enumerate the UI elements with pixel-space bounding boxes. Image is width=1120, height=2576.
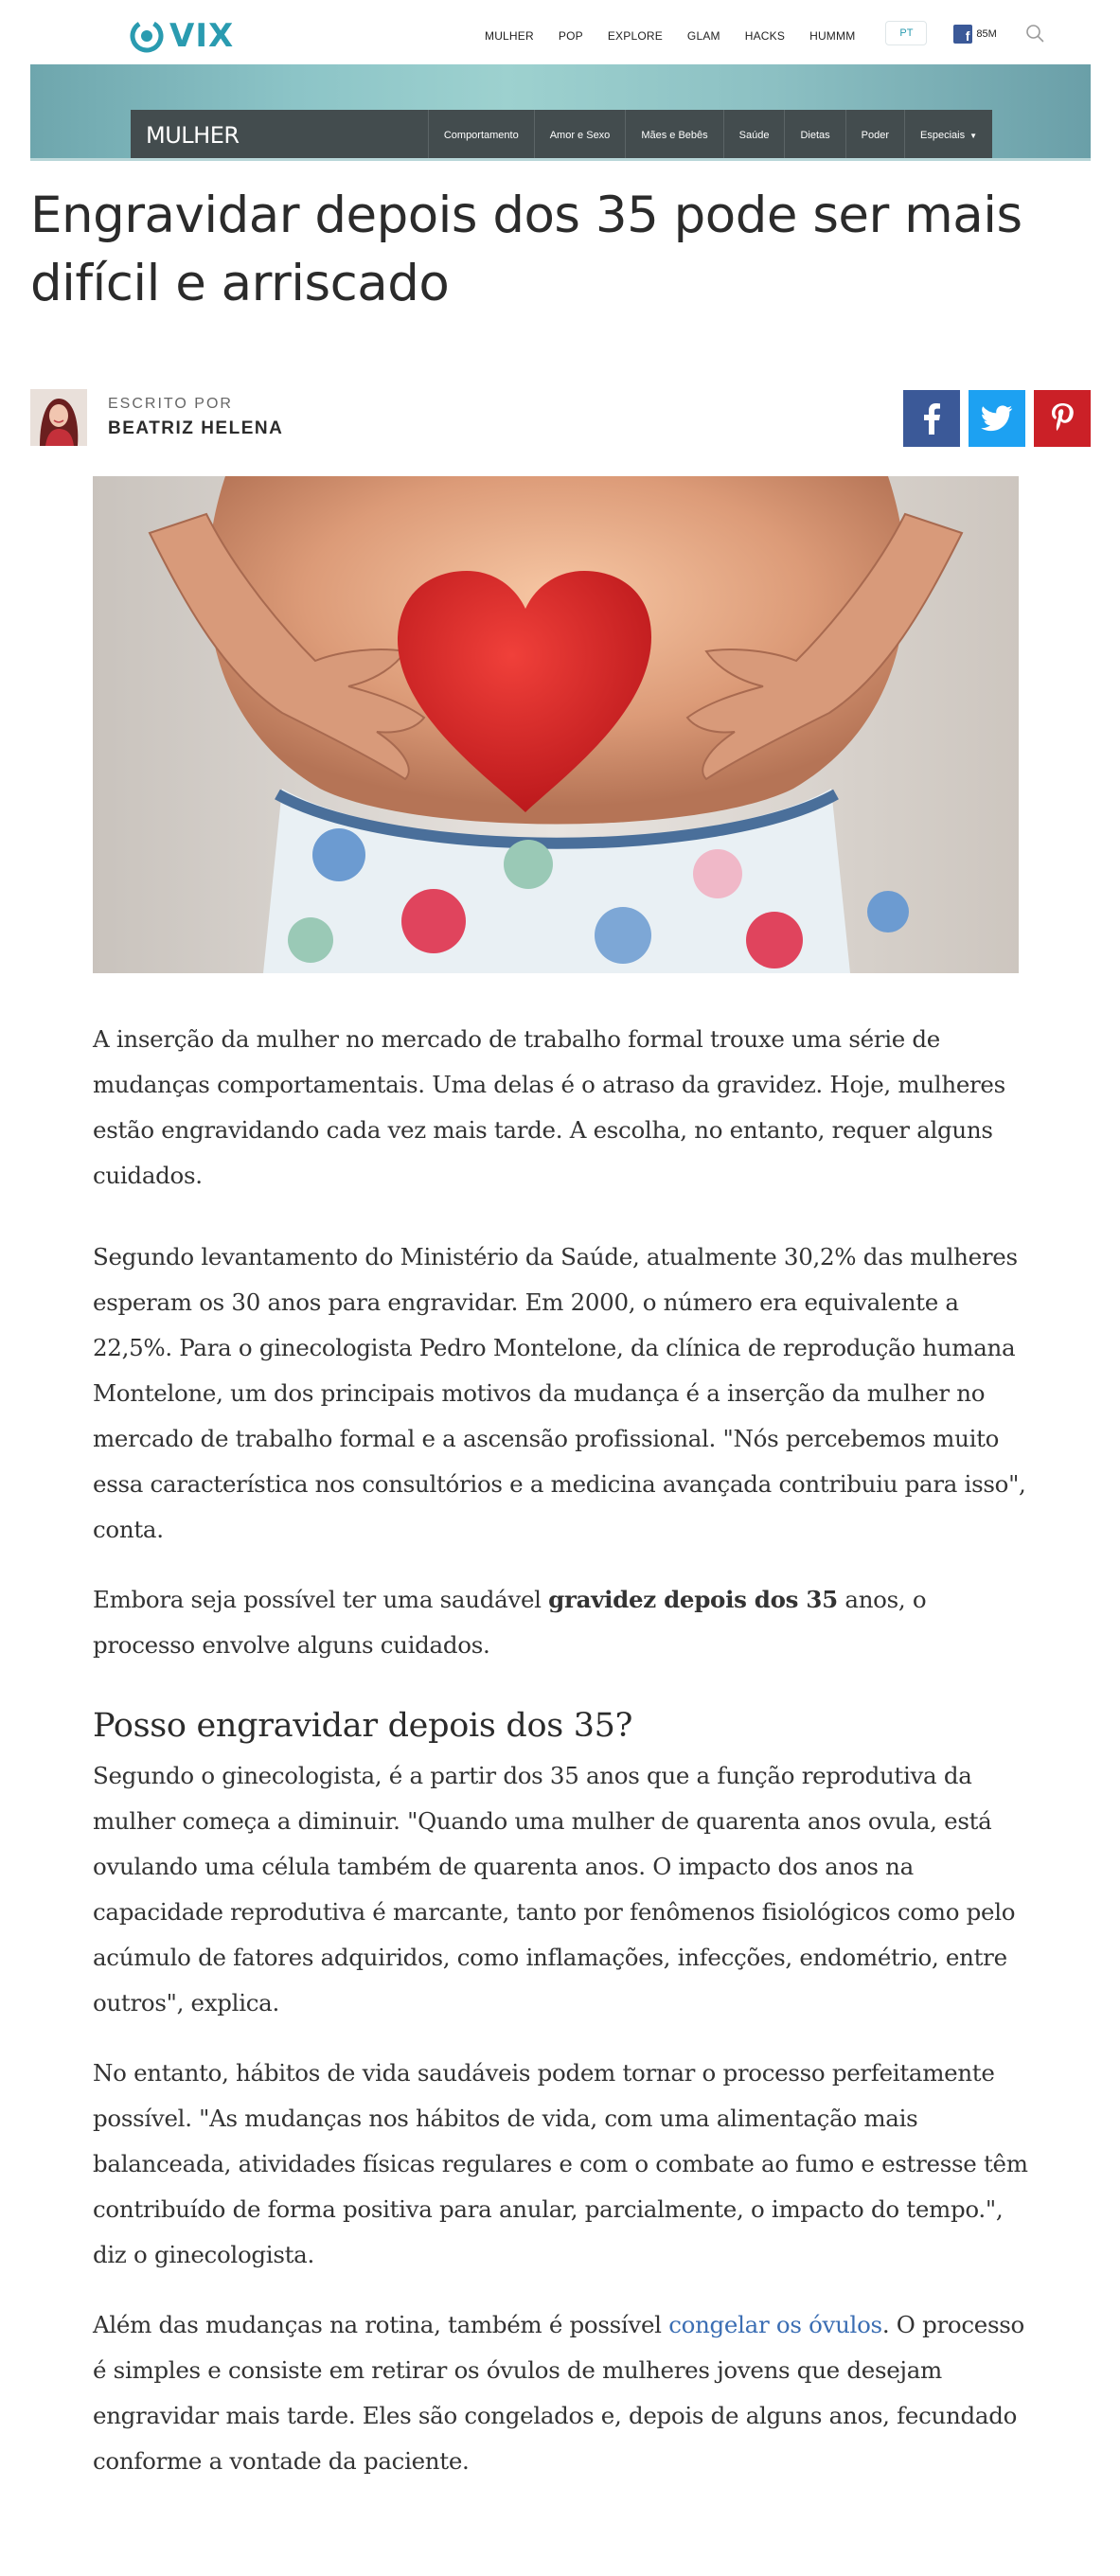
main-nav bbox=[485, 27, 1044, 45]
twitter-icon bbox=[981, 405, 1013, 432]
paragraph-text: . O processo é simples e consiste em retirar os óvulos de mulheres jovens que desejam engravidar mais tarde. Eles são congelados e, depois de alguns anos, fecundado conforme a vontade da paciente. bbox=[93, 2311, 1024, 2475]
subnav-especiais-label: Especiais bbox=[920, 130, 966, 141]
author-photo-icon bbox=[30, 389, 87, 446]
nav-item-explore[interactable]: EXPLORE bbox=[607, 29, 663, 43]
share-facebook-button[interactable] bbox=[903, 390, 960, 447]
facebook-icon: f bbox=[953, 25, 972, 44]
nav-item-glam[interactable]: GLAM bbox=[686, 29, 720, 43]
article-paragraph: No entanto, hábitos de vida saudáveis podem tornar o processo perfeitamente possível. "As mudanças nos hábitos de vida, com uma alimentação mais balanceada, atividades físicas regulares e com o combate ao fumo e estresse têm contribuído de forma positiva para anular, parcialmente, o impacto do tempo.", diz o ginecologista. bbox=[93, 2059, 1028, 2268]
article-paragraph bbox=[93, 2302, 1030, 2484]
hero-image bbox=[93, 476, 1019, 973]
paragraph-text: Embora seja possível ter uma saudável bbox=[93, 1586, 549, 1613]
facebook-count: 85M bbox=[976, 28, 997, 40]
vix-logo[interactable] bbox=[130, 17, 234, 55]
avatar[interactable] bbox=[30, 389, 87, 446]
author-meta bbox=[108, 396, 283, 439]
pinterest-icon bbox=[1050, 402, 1075, 435]
chevron-down-icon: ▼ bbox=[969, 131, 977, 140]
paragraph-text: anos, o processo envolve alguns cuidados. bbox=[93, 1586, 927, 1659]
subnav-item-amor-e-sexo[interactable]: Amor e Sexo bbox=[534, 110, 626, 161]
article-paragraph: Segundo levantamento do Ministério da Saúde, atualmente 30,2% das mulheres esperam os 30 anos para engravidar. Em 2000, o número era equivalente a 22,5%. Para o ginecologista Pedro Montelone, da clínica de reprodução humana Montelone, um dos principais motivos da mudança é a inserção da mulher no mercado de trabalho formal e a ascensão profissional. "Nós percebemos muito essa característica nos consultórios e a medicina avançada contribuiu para isso", conta. bbox=[93, 1243, 1026, 1543]
subnav-item-saude[interactable]: Saúde bbox=[723, 110, 785, 161]
pregnant-belly-heart-image bbox=[93, 476, 1019, 973]
subnav-item-poder[interactable]: Poder bbox=[845, 110, 904, 161]
congelar-ovulos-link[interactable]: congelar os óvulos bbox=[668, 2311, 882, 2338]
author-name[interactable]: BEATRIZ HELENA bbox=[108, 418, 284, 438]
article-body bbox=[93, 1017, 1030, 2520]
section-nav bbox=[131, 110, 992, 161]
paragraph-text: Além das mudanças na rotina, também é possível bbox=[93, 2311, 669, 2338]
share-pinterest-button[interactable] bbox=[1034, 390, 1091, 447]
article-title: Engravidar depois dos 35 pode ser mais difícil e arriscado bbox=[30, 187, 1022, 312]
facebook-follow[interactable] bbox=[953, 25, 996, 44]
nav-item-mulher[interactable]: MULHER bbox=[485, 29, 534, 43]
language-selector[interactable]: PT bbox=[885, 21, 927, 45]
author-caption: ESCRITO POR bbox=[108, 396, 233, 412]
author-block bbox=[30, 389, 283, 446]
nav-item-pop[interactable]: POP bbox=[558, 29, 583, 43]
share-twitter-button[interactable] bbox=[969, 390, 1025, 447]
subnav-item-maes-e-bebes[interactable]: Mães e Bebês bbox=[625, 110, 722, 161]
article-paragraph: Segundo o ginecologista, é a partir dos 35 anos que a função reprodutiva da mulher começa a diminuir. "Quando uma mulher de quarenta anos ovula, está ovulando uma célula também de quarenta anos. O impacto dos anos na capacidade reprodutiva é marcante, tanto por fenômenos fisiológicos como pelo acúmulo de fatores adquiridos, como inflamações, infecções, endométrio, entre outros", explica. bbox=[93, 1762, 1016, 2016]
nav-item-hummm[interactable]: HUMMM bbox=[809, 29, 856, 43]
subnav-item-especiais[interactable] bbox=[904, 110, 992, 161]
subnav-item-dietas[interactable]: Dietas bbox=[784, 110, 844, 161]
subnav-item-comportamento[interactable]: Comportamento bbox=[428, 110, 534, 161]
search-icon[interactable] bbox=[1025, 24, 1044, 43]
section-banner bbox=[30, 64, 1091, 161]
bold-keyword: gravidez depois dos 35 bbox=[548, 1586, 838, 1613]
top-bar bbox=[0, 0, 1120, 66]
logo-mark-icon bbox=[130, 19, 164, 53]
nav-item-hacks[interactable]: HACKS bbox=[744, 29, 786, 43]
section-title[interactable]: MULHER bbox=[146, 122, 240, 149]
share-buttons bbox=[903, 390, 1091, 447]
article-paragraph: A inserção da mulher no mercado de trabalho formal trouxe uma série de mudanças comportamentais. Uma delas é o atraso da gravidez. Hoje, mulheres estão engravidando cada vez mais tarde. A escolha, no entanto, requer alguns cuidados. bbox=[93, 1025, 1005, 1189]
section-heading: Posso engravidar depois dos 35? bbox=[93, 1707, 633, 1745]
section-subnav bbox=[428, 110, 992, 161]
facebook-icon bbox=[921, 402, 942, 435]
logo-text: VIX bbox=[169, 17, 235, 55]
article-paragraph bbox=[93, 1577, 1030, 1668]
